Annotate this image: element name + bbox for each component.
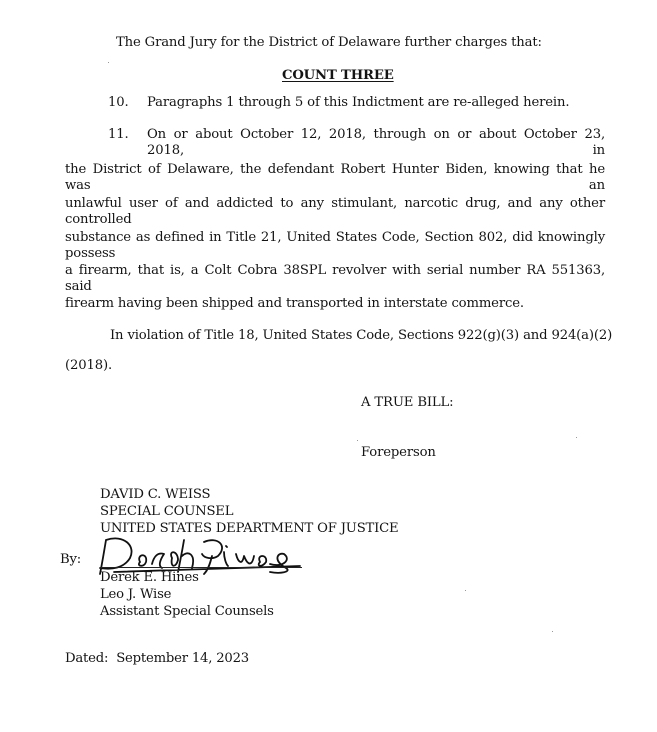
scan-speck-3: [465, 590, 466, 591]
violation-line-1: In violation of Title 18, United States Code, Sections 922(g)(3) and 924(a)(2): [110, 328, 613, 343]
true-bill-label: A TRUE BILL:: [361, 395, 454, 410]
paragraph-11-line-4: substance as defined in Title 21, United States Code, Section 802, did knowingly possess: [65, 230, 605, 261]
scan-speck-2: [576, 437, 577, 438]
by-label: By:: [60, 552, 81, 567]
paragraph-11-line-6: firearm having been shipped and transported in interstate commerce.: [65, 296, 524, 311]
dated-line: Dated: September 14, 2023: [65, 651, 249, 666]
count-heading: COUNT THREE: [282, 68, 394, 83]
signature-line: [100, 567, 302, 568]
foreperson-signature-mark: [357, 440, 358, 441]
paragraph-11-line-3: unlawful user of and addicted to any stimulant, narcotic drug, and any other controlled: [65, 196, 605, 227]
paragraph-11-line-1: On or about October 12, 2018, through on or about October 23, 2018, in: [147, 127, 605, 158]
signers-title: Assistant Special Counsels: [100, 604, 274, 619]
paragraph-11-number: 11.: [108, 127, 129, 142]
signer-2: Leo J. Wise: [100, 587, 172, 602]
counsel-name: DAVID C. WEISS: [100, 487, 211, 502]
scan-speck-1: [108, 62, 109, 63]
foreperson-label: Foreperson: [361, 445, 436, 460]
signer-1: Derek E. Hines: [100, 570, 199, 585]
counsel-title: SPECIAL COUNSEL: [100, 504, 234, 519]
violation-line-2: (2018).: [65, 358, 112, 373]
paragraph-11-line-2: the District of Delaware, the defendant Robert Hunter Biden, knowing that he was an: [65, 162, 605, 193]
paragraph-11-line-5: a firearm, that is, a Colt Cobra 38SPL revolver with serial number RA 551363, said: [65, 263, 605, 294]
intro-line: The Grand Jury for the District of Delaware further charges that:: [116, 35, 542, 50]
paragraph-10-number: 10.: [108, 95, 129, 110]
counsel-department: UNITED STATES DEPARTMENT OF JUSTICE: [100, 521, 399, 536]
scan-speck-4: [552, 631, 553, 632]
paragraph-10-text: Paragraphs 1 through 5 of this Indictment are re-alleged herein.: [147, 95, 570, 110]
